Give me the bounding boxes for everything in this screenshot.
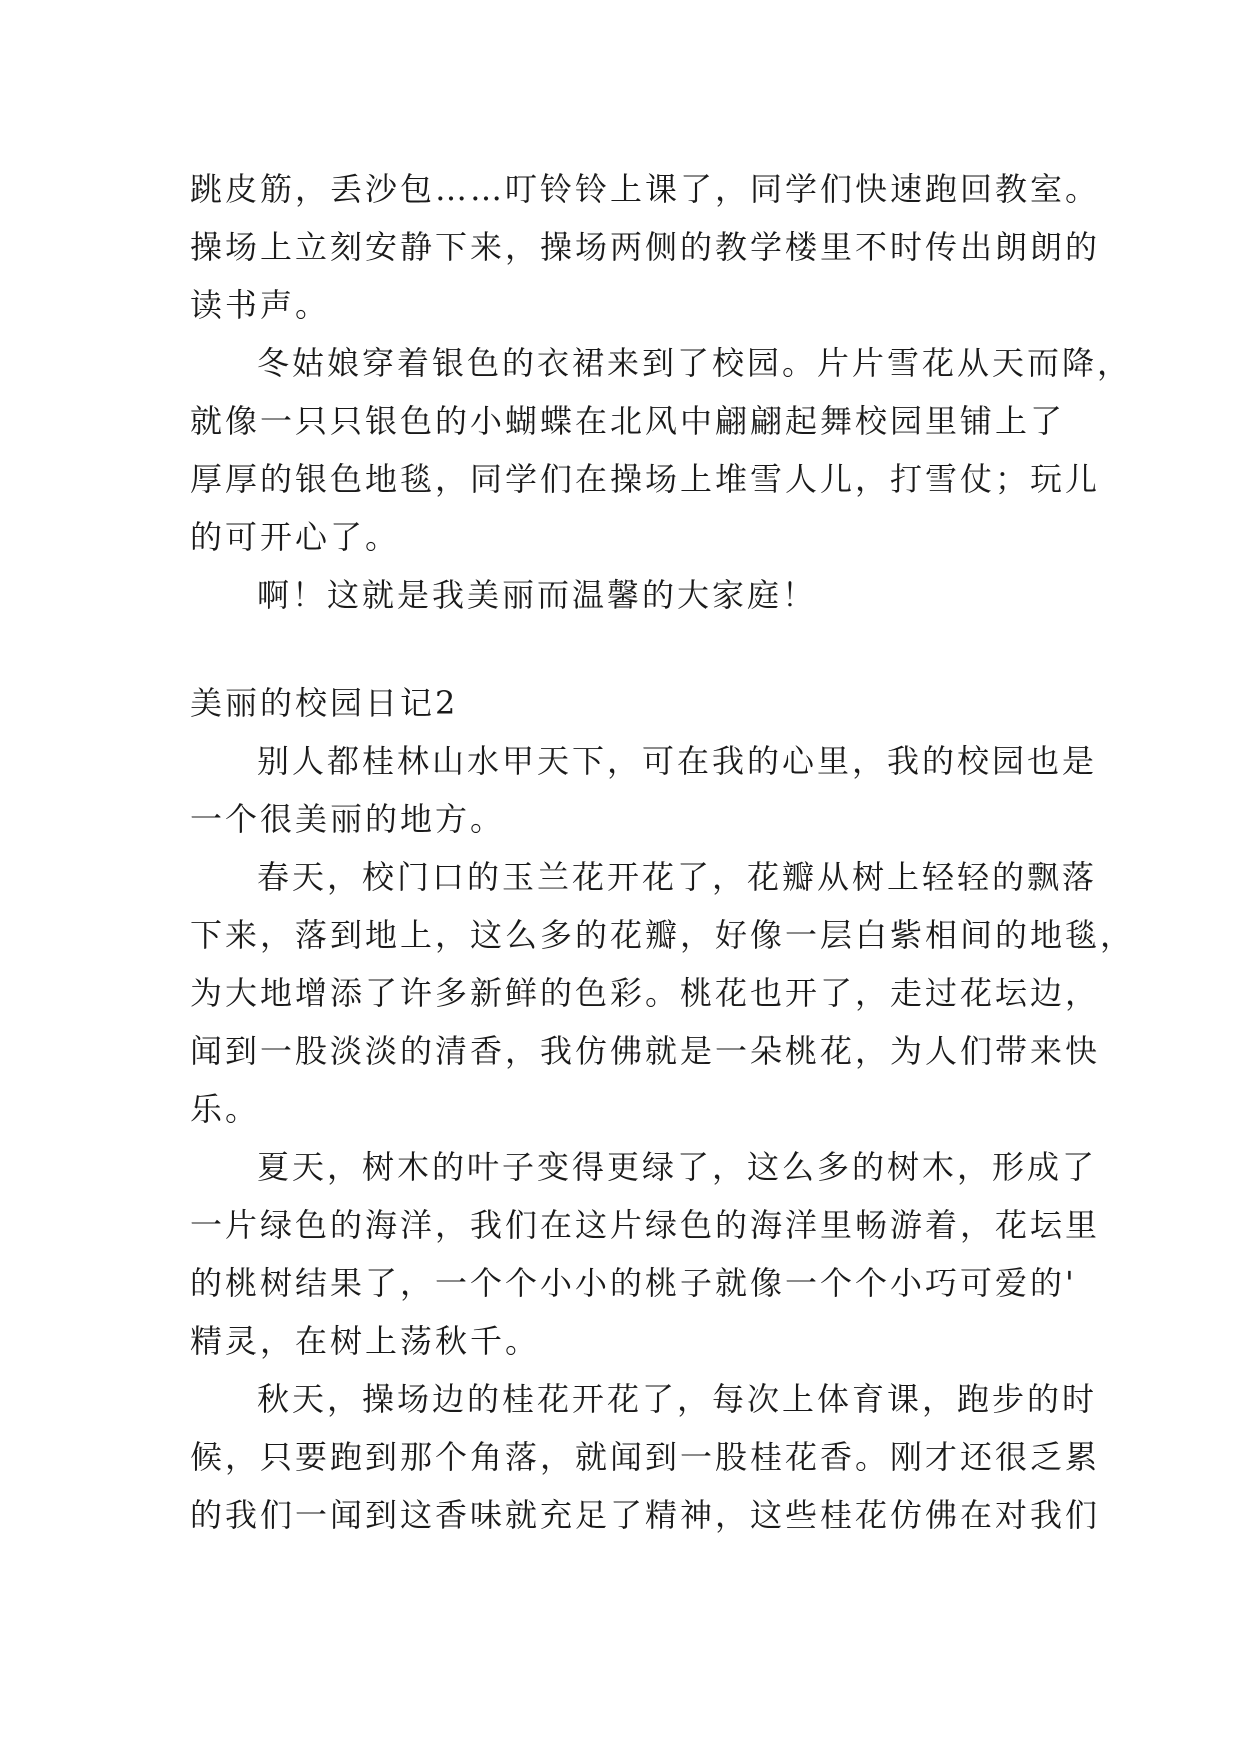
section-gap — [190, 624, 1070, 674]
text-line: 下来，落到地上，这么多的花瓣，好像一层白紫相间的地毯， — [190, 916, 1136, 954]
text-line: 乐。 — [190, 1090, 261, 1128]
text-line: 闻到一股淡淡的清香，我仿佛就是一朵桃花，为人们带来快 — [190, 1032, 1101, 1070]
paragraph-start-line: 别人都桂林山水甲天下，可在我的心里，我的校园也是 — [257, 742, 1098, 780]
paragraph-start-line: 夏天，树木的叶子变得更绿了，这么多的树木，形成了 — [257, 1148, 1098, 1186]
text-line: 为大地增添了许多新鲜的色彩。桃花也开了，走过花坛边， — [190, 974, 1101, 1012]
text-line: 厚厚的银色地毯，同学们在操场上堆雪人儿，打雪仗；玩儿 — [190, 460, 1101, 498]
text-line: 一个很美丽的地方。 — [190, 800, 506, 838]
text-line: 的可开心了。 — [190, 518, 401, 556]
text-line: 跳皮筋，丢沙包……叮铃铃上课了，同学们快速跑回教室。 — [190, 170, 1101, 208]
text-line: 一片绿色的海洋，我们在这片绿色的海洋里畅游着，花坛里 — [190, 1206, 1101, 1244]
text-line: 读书声。 — [190, 286, 331, 324]
text-line: 的桃树结果了，一个个小小的桃子就像一个个小巧可爱的' — [190, 1264, 1077, 1302]
paragraph-start-line: 冬姑娘穿着银色的衣裙来到了校园。片片雪花从天而降， — [257, 344, 1133, 382]
paragraph-start-line: 秋天，操场边的桂花开花了，每次上体育课，跑步的时 — [257, 1380, 1098, 1418]
text-line: 候，只要跑到那个角落，就闻到一股桂花香。刚才还很乏累 — [190, 1438, 1101, 1476]
text-line: 操场上立刻安静下来，操场两侧的教学楼里不时传出朗朗的 — [190, 228, 1101, 266]
paragraph-start-line: 啊！这就是我美丽而温馨的大家庭！ — [257, 576, 818, 614]
text-line: 的我们一闻到这香味就充足了精神，这些桂花仿佛在对我们 — [190, 1496, 1101, 1534]
text-line: 就像一只只银色的小蝴蝶在北风中翩翩起舞校园里铺上了 — [190, 402, 1066, 440]
section-title: 美丽的校园日记2 — [190, 684, 459, 722]
paragraph-start-line: 春天，校门口的玉兰花开花了，花瓣从树上轻轻的飘落 — [257, 858, 1098, 896]
text-line: 精灵，在树上荡秋千。 — [190, 1322, 541, 1360]
document-body — [190, 160, 1136, 1544]
